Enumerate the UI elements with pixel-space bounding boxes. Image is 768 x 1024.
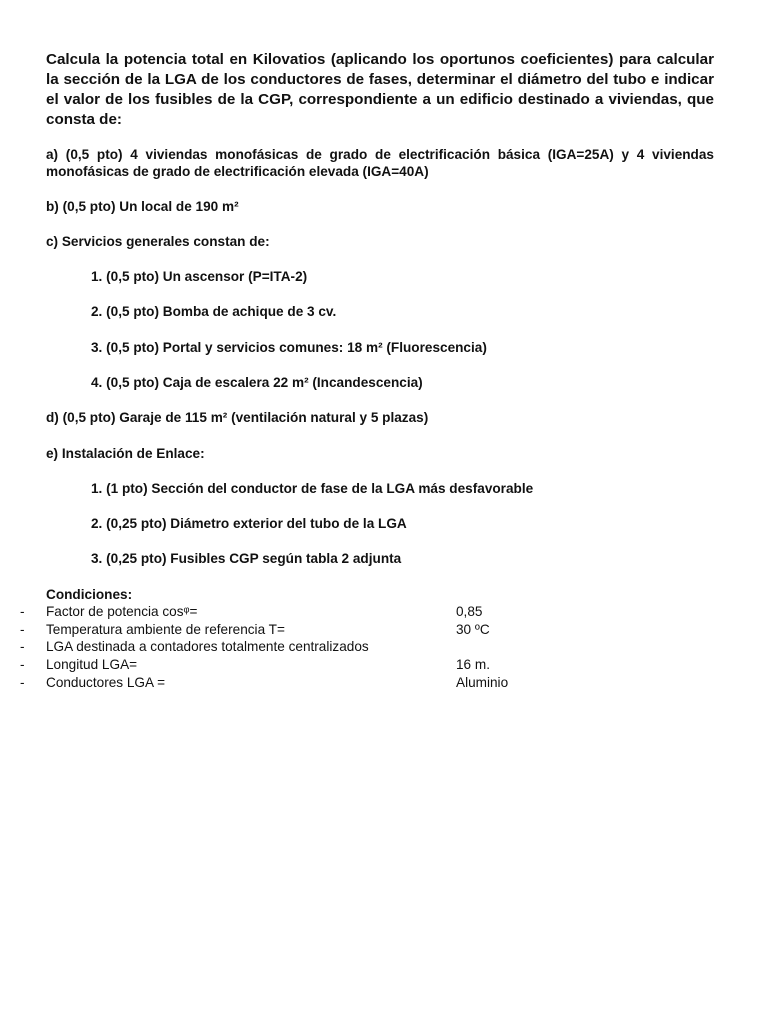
item-c2-bomba: 2. (0,5 pto) Bomba de achique de 3 cv. (91, 304, 337, 319)
item-c-servicios-generales: c) Servicios generales constan de: (46, 234, 270, 249)
item-e-instalacion-enlace: e) Instalación de Enlace: (46, 446, 205, 461)
list-dash: - (20, 604, 25, 619)
item-c1-ascensor: 1. (0,5 pto) Un ascensor (P=ITA-2) (91, 269, 308, 284)
item-a-viviendas: a) (0,5 pto) 4 viviendas monofásicas de grado de electrificación básica (IGA=25A) y 4 viviendas monofásicas de grado de electrificación elevada (IGA=40A) (46, 147, 714, 179)
condition-value: 30 ºC (456, 622, 490, 637)
condition-row (0, 656, 768, 674)
list-dash: - (20, 675, 25, 690)
condition-row (0, 603, 768, 621)
problem-statement: Calcula la potencia total en Kilovatios (aplicando los oportunos coeficientes) para calcular la sección de la LGA de los conductores de fases, determinar el diámetro del tubo e indicar el valor de los fusibles de la CGP, correspondiente a un edificio destinado a viviendas, que consta de: (46, 51, 714, 128)
item-c4-escalera: 4. (0,5 pto) Caja de escalera 22 m² (Incandescencia) (91, 375, 423, 390)
item-d-garaje: d) (0,5 pto) Garaje de 115 m² (ventilación natural y 5 plazas) (46, 410, 429, 425)
list-dash: - (20, 657, 25, 672)
condition-label: Factor de potencia cosᵠ= (46, 604, 198, 619)
condition-row (0, 638, 768, 656)
condition-row (0, 621, 768, 639)
item-c3-portal: 3. (0,5 pto) Portal y servicios comunes: 18 m² (Fluorescencia) (91, 340, 487, 355)
condition-label: LGA destinada a contadores totalmente centralizados (46, 639, 369, 654)
condition-value: Aluminio (456, 675, 509, 690)
item-b-local: b) (0,5 pto) Un local de 190 m² (46, 199, 239, 214)
condition-value: 0,85 (456, 604, 483, 619)
condition-label: Temperatura ambiente de referencia T= (46, 622, 285, 637)
item-e1-seccion: 1. (1 pto) Sección del conductor de fase de la LGA más desfavorable (91, 481, 534, 496)
condition-value: 16 m. (456, 657, 490, 672)
conditions-title: Condiciones: (46, 587, 133, 602)
item-e2-diametro: 2. (0,25 pto) Diámetro exterior del tubo de la LGA (91, 516, 407, 531)
item-e3-fusibles: 3. (0,25 pto) Fusibles CGP según tabla 2 adjunta (91, 551, 402, 566)
condition-row (0, 674, 768, 692)
condition-label: Conductores LGA = (46, 675, 166, 690)
list-dash: - (20, 639, 25, 654)
condition-label: Longitud LGA= (46, 657, 138, 672)
list-dash: - (20, 622, 25, 637)
